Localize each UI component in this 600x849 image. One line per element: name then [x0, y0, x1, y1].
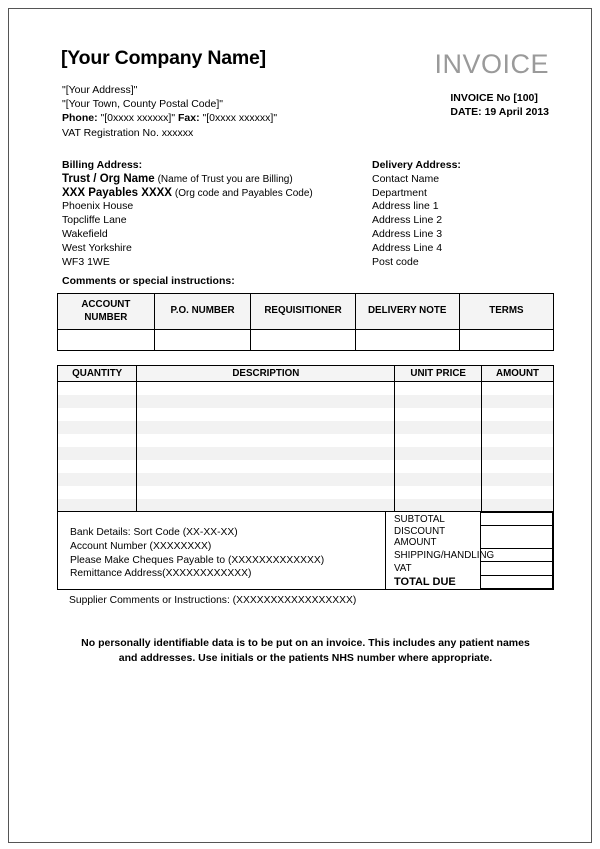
cell-unit-price[interactable] — [395, 447, 482, 460]
cell-unit-price[interactable] — [395, 473, 482, 486]
discount-label: DISCOUNT AMOUNT — [394, 526, 445, 549]
discount-value[interactable] — [481, 526, 553, 549]
billing-address-heading: Billing Address: — [62, 159, 143, 171]
cell-description[interactable] — [137, 421, 395, 434]
delivery-address-line: Post code — [372, 255, 419, 268]
table-row — [58, 395, 554, 408]
billing-address-block — [62, 159, 362, 269]
cell-quantity[interactable] — [58, 499, 137, 512]
cell-amount[interactable] — [482, 395, 554, 408]
supplier-comments: Supplier Comments or Instructions: (XXXXXXXXXXXXXXXXX) — [69, 595, 357, 606]
billing-address-line: Wakefield — [62, 227, 108, 240]
delivery-address-line: Contact Name — [372, 172, 440, 185]
cell-quantity[interactable] — [58, 382, 137, 395]
table-row — [58, 447, 554, 460]
invoice-header — [57, 47, 554, 147]
col-amount: AMOUNT — [482, 366, 554, 382]
line-items-table — [57, 365, 554, 512]
cell-quantity[interactable] — [58, 460, 137, 473]
bank-details-block — [58, 512, 386, 589]
cell-quantity[interactable] — [58, 395, 137, 408]
cell-amount[interactable] — [482, 460, 554, 473]
shipping-label: SHIPPING/HANDLING — [394, 549, 495, 561]
billing-trust-note: (Name of Trust you are Billing) — [157, 173, 293, 185]
cell-unit-price[interactable] — [395, 382, 482, 395]
table-row — [58, 486, 554, 499]
totals-row-total-due — [386, 575, 553, 588]
col-delivery-note: DELIVERY NOTE — [355, 294, 459, 330]
cell-requisitioner[interactable] — [251, 330, 355, 351]
cell-unit-price[interactable] — [395, 499, 482, 512]
line-items-header-row — [58, 366, 554, 382]
cell-unit-price[interactable] — [395, 395, 482, 408]
totals-table — [386, 512, 553, 589]
cell-unit-price[interactable] — [395, 408, 482, 421]
cell-amount[interactable] — [482, 447, 554, 460]
cell-unit-price[interactable] — [395, 460, 482, 473]
cell-description[interactable] — [137, 499, 395, 512]
billing-trust-name: Trust / Org Name — [62, 172, 155, 185]
table-row — [58, 499, 554, 512]
phone-value: "[0xxxx xxxxxx]" — [100, 112, 176, 125]
col-terms: TERMS — [459, 294, 553, 330]
fax-label: Fax: — [177, 112, 200, 125]
bank-detail-line: Bank Details: Sort Code (XX-XX-XX) — [70, 527, 238, 538]
invoice-number: INVOICE No [100] — [450, 92, 538, 104]
cell-description[interactable] — [137, 395, 395, 408]
bank-and-totals-section — [57, 512, 554, 590]
cell-quantity[interactable] — [58, 408, 137, 421]
bank-detail-line: Account Number (XXXXXXXX) — [70, 540, 212, 552]
cell-amount[interactable] — [482, 434, 554, 447]
cell-description[interactable] — [137, 486, 395, 499]
footer-note-line-1: No personally identifiable data is to be put on an invoice. This includes any patient names — [81, 637, 530, 649]
vat-value[interactable] — [481, 562, 553, 575]
totals-row-vat — [386, 562, 553, 575]
cell-quantity[interactable] — [58, 447, 137, 460]
cell-quantity[interactable] — [58, 421, 137, 434]
cell-quantity[interactable] — [58, 486, 137, 499]
col-requisitioner: REQUISITIONER — [251, 294, 355, 330]
table-row — [58, 460, 554, 473]
billing-payables-note: (Org code and Payables Code) — [174, 187, 313, 199]
col-account-number: ACCOUNT NUMBER — [58, 294, 155, 330]
phone-label: Phone: — [62, 112, 98, 125]
cell-unit-price[interactable] — [395, 486, 482, 499]
order-info-value-row — [58, 330, 554, 351]
cell-description[interactable] — [137, 434, 395, 447]
billing-address-line: Phoenix House — [62, 200, 134, 213]
billing-address-line: Topcliffe Lane — [62, 214, 127, 227]
company-address-line-1: "[Your Address]" — [62, 84, 138, 96]
totals-block — [386, 512, 553, 589]
cell-amount[interactable] — [482, 408, 554, 421]
table-row — [58, 408, 554, 421]
total-due-value[interactable] — [481, 575, 553, 588]
billing-payables-line — [62, 187, 362, 201]
cell-quantity[interactable] — [58, 434, 137, 447]
totals-row-subtotal — [386, 513, 553, 526]
col-quantity: QUANTITY — [58, 366, 137, 382]
billing-address-line: WF3 1WE — [62, 255, 110, 268]
col-unit-price: UNIT PRICE — [395, 366, 482, 382]
table-row — [58, 421, 554, 434]
cell-amount[interactable] — [482, 421, 554, 434]
vat-registration: VAT Registration No. xxxxxx — [62, 126, 194, 139]
total-due-label: TOTAL DUE — [394, 575, 456, 588]
cell-quantity[interactable] — [58, 473, 137, 486]
totals-row-shipping — [386, 548, 553, 561]
cell-description[interactable] — [137, 460, 395, 473]
delivery-address-line: Department — [372, 186, 427, 199]
cell-amount[interactable] — [482, 486, 554, 499]
col-po-number: P.O. NUMBER — [154, 294, 251, 330]
fax-value: "[0xxxx xxxxxx]" — [202, 112, 278, 125]
cell-terms[interactable] — [459, 330, 553, 351]
cell-description[interactable] — [137, 408, 395, 421]
vat-label: VAT — [394, 562, 412, 574]
delivery-address-line: Address Line 4 — [372, 241, 443, 254]
delivery-address-line: Address Line 2 — [372, 214, 443, 227]
col-description: DESCRIPTION — [137, 366, 395, 382]
invoice-page — [8, 8, 592, 843]
invoice-content — [9, 9, 591, 842]
delivery-address-line: Address line 1 — [372, 200, 439, 213]
cell-unit-price[interactable] — [395, 434, 482, 447]
table-row — [58, 382, 554, 395]
cell-amount[interactable] — [482, 382, 554, 395]
totals-row-discount — [386, 526, 553, 549]
table-row — [58, 434, 554, 447]
bank-detail-line: Please Make Cheques Payable to (XXXXXXXXXXXXX) — [70, 554, 325, 566]
invoice-date: DATE: 19 April 2013 — [450, 106, 549, 118]
billing-trust-line — [62, 173, 362, 187]
bank-detail-line: Remittance Address(XXXXXXXXXXXX) — [70, 568, 252, 580]
footer-privacy-note — [77, 636, 534, 666]
comments-label: Comments or special instructions: — [62, 275, 235, 287]
cell-account-number[interactable] — [58, 330, 155, 351]
line-items-section — [57, 365, 554, 606]
subtotal-value[interactable] — [481, 513, 553, 526]
cell-delivery-note[interactable] — [355, 330, 459, 351]
company-name: [Your Company Name] — [61, 47, 266, 69]
subtotal-label: SUBTOTAL — [394, 513, 445, 525]
invoice-title: INVOICE — [434, 49, 549, 79]
cell-amount[interactable] — [482, 499, 554, 512]
billing-address-line: West Yorkshire — [62, 241, 132, 254]
billing-payables-code: XXX Payables XXXX — [62, 186, 172, 199]
footer-note-line-2: and addresses. Use initials or the patients NHS number where appropriate. — [118, 652, 493, 664]
cell-po-number[interactable] — [154, 330, 251, 351]
company-address-line-2: "[Your Town, County Postal Code]" — [62, 98, 223, 111]
invoice-meta — [450, 91, 549, 119]
cell-description[interactable] — [137, 382, 395, 395]
cell-description[interactable] — [137, 473, 395, 486]
table-row — [58, 473, 554, 486]
cell-description[interactable] — [137, 447, 395, 460]
delivery-address-block — [372, 159, 600, 269]
delivery-address-line: Address Line 3 — [372, 227, 443, 240]
cell-unit-price[interactable] — [395, 421, 482, 434]
order-info-header-row — [58, 294, 554, 330]
address-section — [57, 159, 554, 267]
delivery-address-heading: Delivery Address: — [372, 159, 461, 171]
order-info-table — [57, 293, 554, 351]
cell-amount[interactable] — [482, 473, 554, 486]
